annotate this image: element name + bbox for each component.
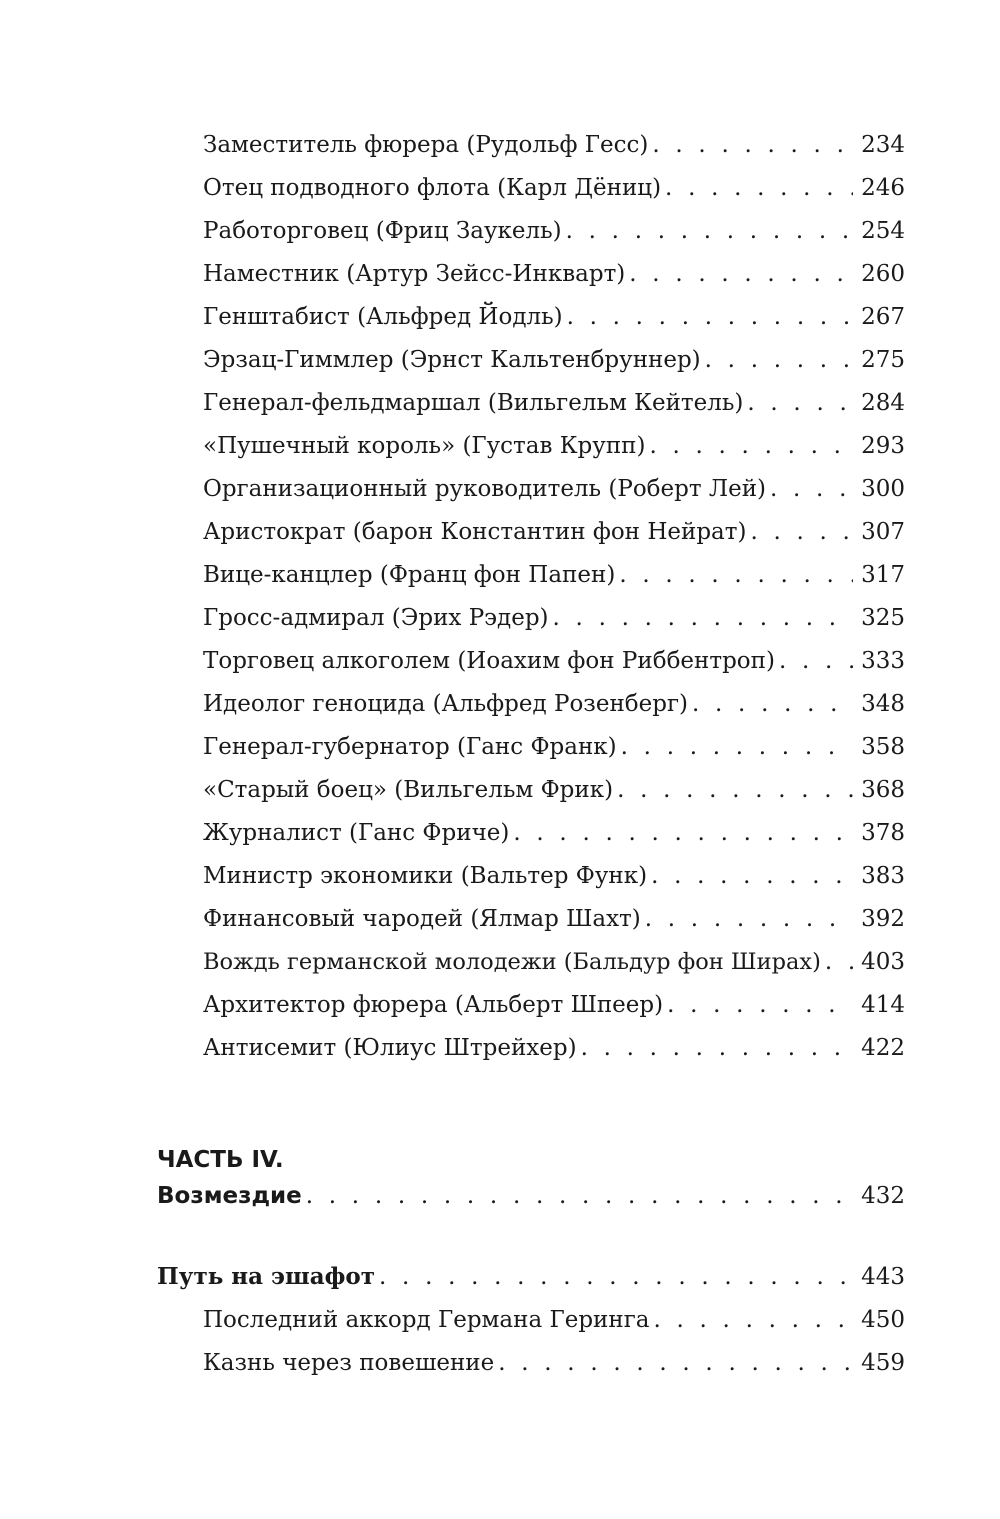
toc-dot-leader <box>617 770 853 810</box>
toc-dot-leader <box>566 211 853 251</box>
toc-dot-leader <box>581 1028 853 1068</box>
part-title: Возмездие <box>157 1183 302 1209</box>
toc-entry[interactable] <box>203 297 905 337</box>
toc-entry-title: Организационный руководитель (Роберт Лей) <box>203 476 766 502</box>
toc-entry-page: 325 <box>861 605 905 631</box>
toc-entry-title: Генерал-губернатор (Ганс Франк) <box>203 734 617 760</box>
toc-entry[interactable] <box>203 168 905 208</box>
part-page: 432 <box>861 1183 905 1209</box>
toc-entry-page: 459 <box>861 1350 905 1376</box>
section-title: Путь на эшафот <box>157 1263 376 1290</box>
toc-dot-leader <box>779 641 853 681</box>
toc-entry-title: Генерал-фельдмаршал (Вильгельм Кейтель) <box>203 390 744 416</box>
toc-entry-page: 403 <box>861 949 905 975</box>
toc-entry-title: Торговец алкоголем (Иоахим фон Риббентроп) <box>203 648 775 674</box>
toc-entry-page: 260 <box>861 261 905 287</box>
toc-dot-leader <box>653 1300 853 1340</box>
toc-entry-page: 300 <box>861 476 905 502</box>
toc-entry[interactable] <box>203 125 905 165</box>
toc-entry-title: Эрзац-Гиммлер (Эрнст Кальтенбруннер) <box>203 347 701 373</box>
toc-entry-page: 333 <box>861 648 905 674</box>
toc-entry-page: 293 <box>861 433 905 459</box>
toc-entry[interactable] <box>203 211 905 251</box>
toc-entry-title: «Старый боец» (Вильгельм Фрик) <box>203 777 614 803</box>
toc-entry[interactable] <box>203 555 905 595</box>
toc-entry-title: Министр экономики (Вальтер Функ) <box>203 863 648 889</box>
toc-entry-title: Аристократ (барон Константин фон Нейрат) <box>203 519 747 545</box>
toc-entry[interactable] <box>203 1300 905 1340</box>
part-label: ЧАСТЬ IV. <box>157 1147 284 1173</box>
toc-entry-title: Антисемит (Юлиус Штрейхер) <box>203 1035 577 1061</box>
toc-entry[interactable] <box>203 985 905 1025</box>
section-title-entry[interactable] <box>157 1257 905 1297</box>
toc-entry[interactable] <box>203 340 905 380</box>
toc-entry-page: 414 <box>861 992 905 1018</box>
toc-entry-title: Гросс-адмирал (Эрих Рэдер) <box>203 605 549 631</box>
toc-entry-page: 284 <box>861 390 905 416</box>
toc-entry-page: 358 <box>861 734 905 760</box>
toc-entry-page: 275 <box>861 347 905 373</box>
toc-entry-page: 422 <box>861 1035 905 1061</box>
part-title-entry[interactable] <box>157 1176 905 1216</box>
toc-entry-title: Последний аккорд Германа Геринга <box>203 1307 650 1333</box>
toc-entry-title: Вождь германской молодежи (Бальдур фон Ширах) <box>203 949 821 975</box>
toc-entry-page: 246 <box>861 175 905 201</box>
toc-dot-leader <box>825 942 853 982</box>
toc-entry[interactable] <box>203 942 905 982</box>
toc-entry-page: 383 <box>861 863 905 889</box>
section-page: 443 <box>861 1264 905 1290</box>
toc-entry-title: Финансовый чародей (Ялмар Шахт) <box>203 906 641 932</box>
toc-entry-page: 392 <box>861 906 905 932</box>
toc-entry[interactable] <box>203 598 905 638</box>
toc-entry[interactable] <box>203 1028 905 1068</box>
toc-entry-title: Вице-канцлер (Франц фон Папен) <box>203 562 616 588</box>
toc-dot-leader <box>645 899 853 939</box>
toc-entry[interactable] <box>203 383 905 423</box>
toc-dot-leader <box>667 985 853 1025</box>
toc-dot-leader <box>379 1257 853 1297</box>
toc-dot-leader <box>629 254 853 294</box>
toc-entry[interactable] <box>203 1343 905 1383</box>
toc-entry-title: Журналист (Ганс Фриче) <box>203 820 510 846</box>
toc-entry-page: 317 <box>861 562 905 588</box>
toc-entry-title: «Пушечный король» (Густав Крупп) <box>203 433 646 459</box>
toc-entry-title: Работорговец (Фриц Заукель) <box>203 218 562 244</box>
toc-dot-leader <box>498 1343 853 1383</box>
toc-entry-title: Наместник (Артур Зейсс-Инкварт) <box>203 261 626 287</box>
toc-dot-leader <box>692 684 853 724</box>
toc-dot-leader <box>705 340 853 380</box>
toc-entry[interactable] <box>203 856 905 896</box>
toc-entry[interactable] <box>203 512 905 552</box>
toc-entry[interactable] <box>203 469 905 509</box>
toc-entry[interactable] <box>203 770 905 810</box>
toc-dot-leader <box>665 168 853 208</box>
toc-entry[interactable] <box>203 899 905 939</box>
toc-dot-leader <box>513 813 853 853</box>
toc-entry-title: Заместитель фюрера (Рудольф Гесс) <box>203 132 649 158</box>
toc-entry[interactable] <box>203 426 905 466</box>
toc-entry-page: 378 <box>861 820 905 846</box>
toc-dot-leader <box>750 512 853 552</box>
toc-dot-leader <box>621 727 853 767</box>
toc-entry-page: 234 <box>861 132 905 158</box>
toc-entry-page: 267 <box>861 304 905 330</box>
toc-entry-page: 307 <box>861 519 905 545</box>
toc-entry-title: Идеолог геноцида (Альфред Розенберг) <box>203 691 688 717</box>
toc-dot-leader <box>649 426 853 466</box>
toc-entry[interactable] <box>203 727 905 767</box>
toc-dot-leader <box>553 598 853 638</box>
toc-entry-page: 254 <box>861 218 905 244</box>
toc-dot-leader <box>652 125 853 165</box>
toc-dot-leader <box>619 555 853 595</box>
toc-entry-title: Отец подводного флота (Карл Дёниц) <box>203 175 662 201</box>
toc-entry-title: Казнь через повешение <box>203 1350 495 1376</box>
toc-dot-leader <box>651 856 853 896</box>
toc-entry-page: 368 <box>861 777 905 803</box>
toc-dot-leader <box>567 297 853 337</box>
toc-entry-title: Архитектор фюрера (Альберт Шпеер) <box>203 992 664 1018</box>
toc-entry-page: 450 <box>861 1307 905 1333</box>
toc-entry[interactable] <box>203 641 905 681</box>
toc-entry-title: Генштабист (Альфред Йодль) <box>203 304 563 330</box>
toc-entry-page: 348 <box>861 691 905 717</box>
toc-dot-leader <box>747 383 853 423</box>
toc-dot-leader <box>306 1176 853 1216</box>
toc-entry[interactable] <box>203 813 905 853</box>
toc-dot-leader <box>770 469 853 509</box>
toc-entry[interactable] <box>203 254 905 294</box>
toc-entry[interactable] <box>203 684 905 724</box>
